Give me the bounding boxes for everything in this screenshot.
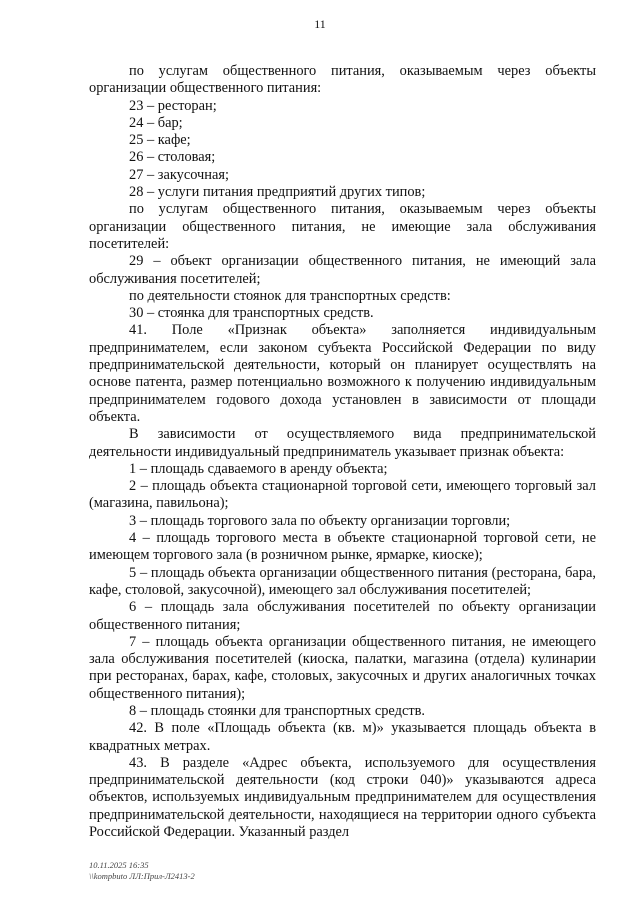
paragraph: 42. В поле «Площадь объекта (кв. м)» указывается площадь объекта в квадратных метрах. [89,720,596,754]
list-item: 29 – объект организации общественного питания, не имеющий зала обслуживания посетителей; [89,253,596,287]
list-item: 1 – площадь сдаваемого в аренду объекта; [129,460,388,477]
page-number: 11 [314,17,326,31]
list-item: 5 – площадь объекта организации общественного питания (ресторана, бара, кафе, столовой, закусочной), имеющего зал обслуживания посетителей; [89,564,596,598]
paragraph: по деятельности стоянок для транспортных средств: [129,287,451,304]
list-item: 25 – кафе; [129,132,191,149]
list-item: 28 – услуги питания предприятий других типов; [129,184,426,201]
list-item: 23 – ресторан; [129,97,217,114]
paragraph: по услугам общественного питания, оказываемым через объекты организации общественного питания: [89,63,596,97]
list-item: 2 – площадь объекта стационарной торговой сети, имеющего торговый зал (магазина, павильона); [89,478,596,512]
list-item: 7 – площадь объекта организации общественного питания, не имеющего зала обслуживания посетителей (киоска, палатки, магазина (отдела) кулинарии при ресторанах, барах, кафе, столовых, закусочных и других аналогичных точках общественного питания); [89,633,596,702]
document-footer [89,860,195,882]
footer-timestamp: 10.11.2025 16:35 [89,860,149,870]
list-item: 27 – закусочная; [129,166,229,183]
list-item: 8 – площадь стоянки для транспортных средств. [129,702,426,719]
list-item: 24 – бар; [129,114,183,131]
list-item: 6 – площадь зала обслуживания посетителей по объекту организации общественного питания; [89,599,596,633]
paragraph: 41. Поле «Признак объекта» заполняется индивидуальным предпринимателем, если законом субъекта Российской Федерации по виду предпринимательской деятельности, который он планирует осуществлять на основе патента, размер потенциально возможного к получению индивидуальным предпринимателем годового дохода установлен в зависимости от площади объекта. [89,322,596,425]
paragraph: по услугам общественного питания, оказываемым через объекты организации общественного питания, не имеющие зала обслуживания посетителей: [89,201,596,252]
paragraph: 43. В разделе «Адрес объекта, используемого для осуществления предпринимательской деятельности (код строки 040)» указываются адреса объектов, используемых индивидуальным предпринимателем для осуществления предпринимательской деятельности, находящиеся на территории одного субъекта Российской Федерации. Указанный раздел [89,754,596,841]
paragraph: В зависимости от осуществляемого вида предпринимательской деятельности индивидуальный предприниматель указывает признак объекта: [89,426,596,460]
list-item: 30 – стоянка для транспортных средств. [129,305,374,322]
document-body [89,63,596,841]
list-item: 26 – столовая; [129,149,216,166]
list-item: 4 – площадь торгового места в объекте стационарной торговой сети, не имеющем торгового зала (в розничном рынке, ярмарке, киоске); [89,530,596,564]
list-item: 3 – площадь торгового зала по объекту организации торговли; [129,512,511,529]
footer-file-path: \\kompbuto ЛЛ:Прил-Л2413-2 [89,871,195,881]
